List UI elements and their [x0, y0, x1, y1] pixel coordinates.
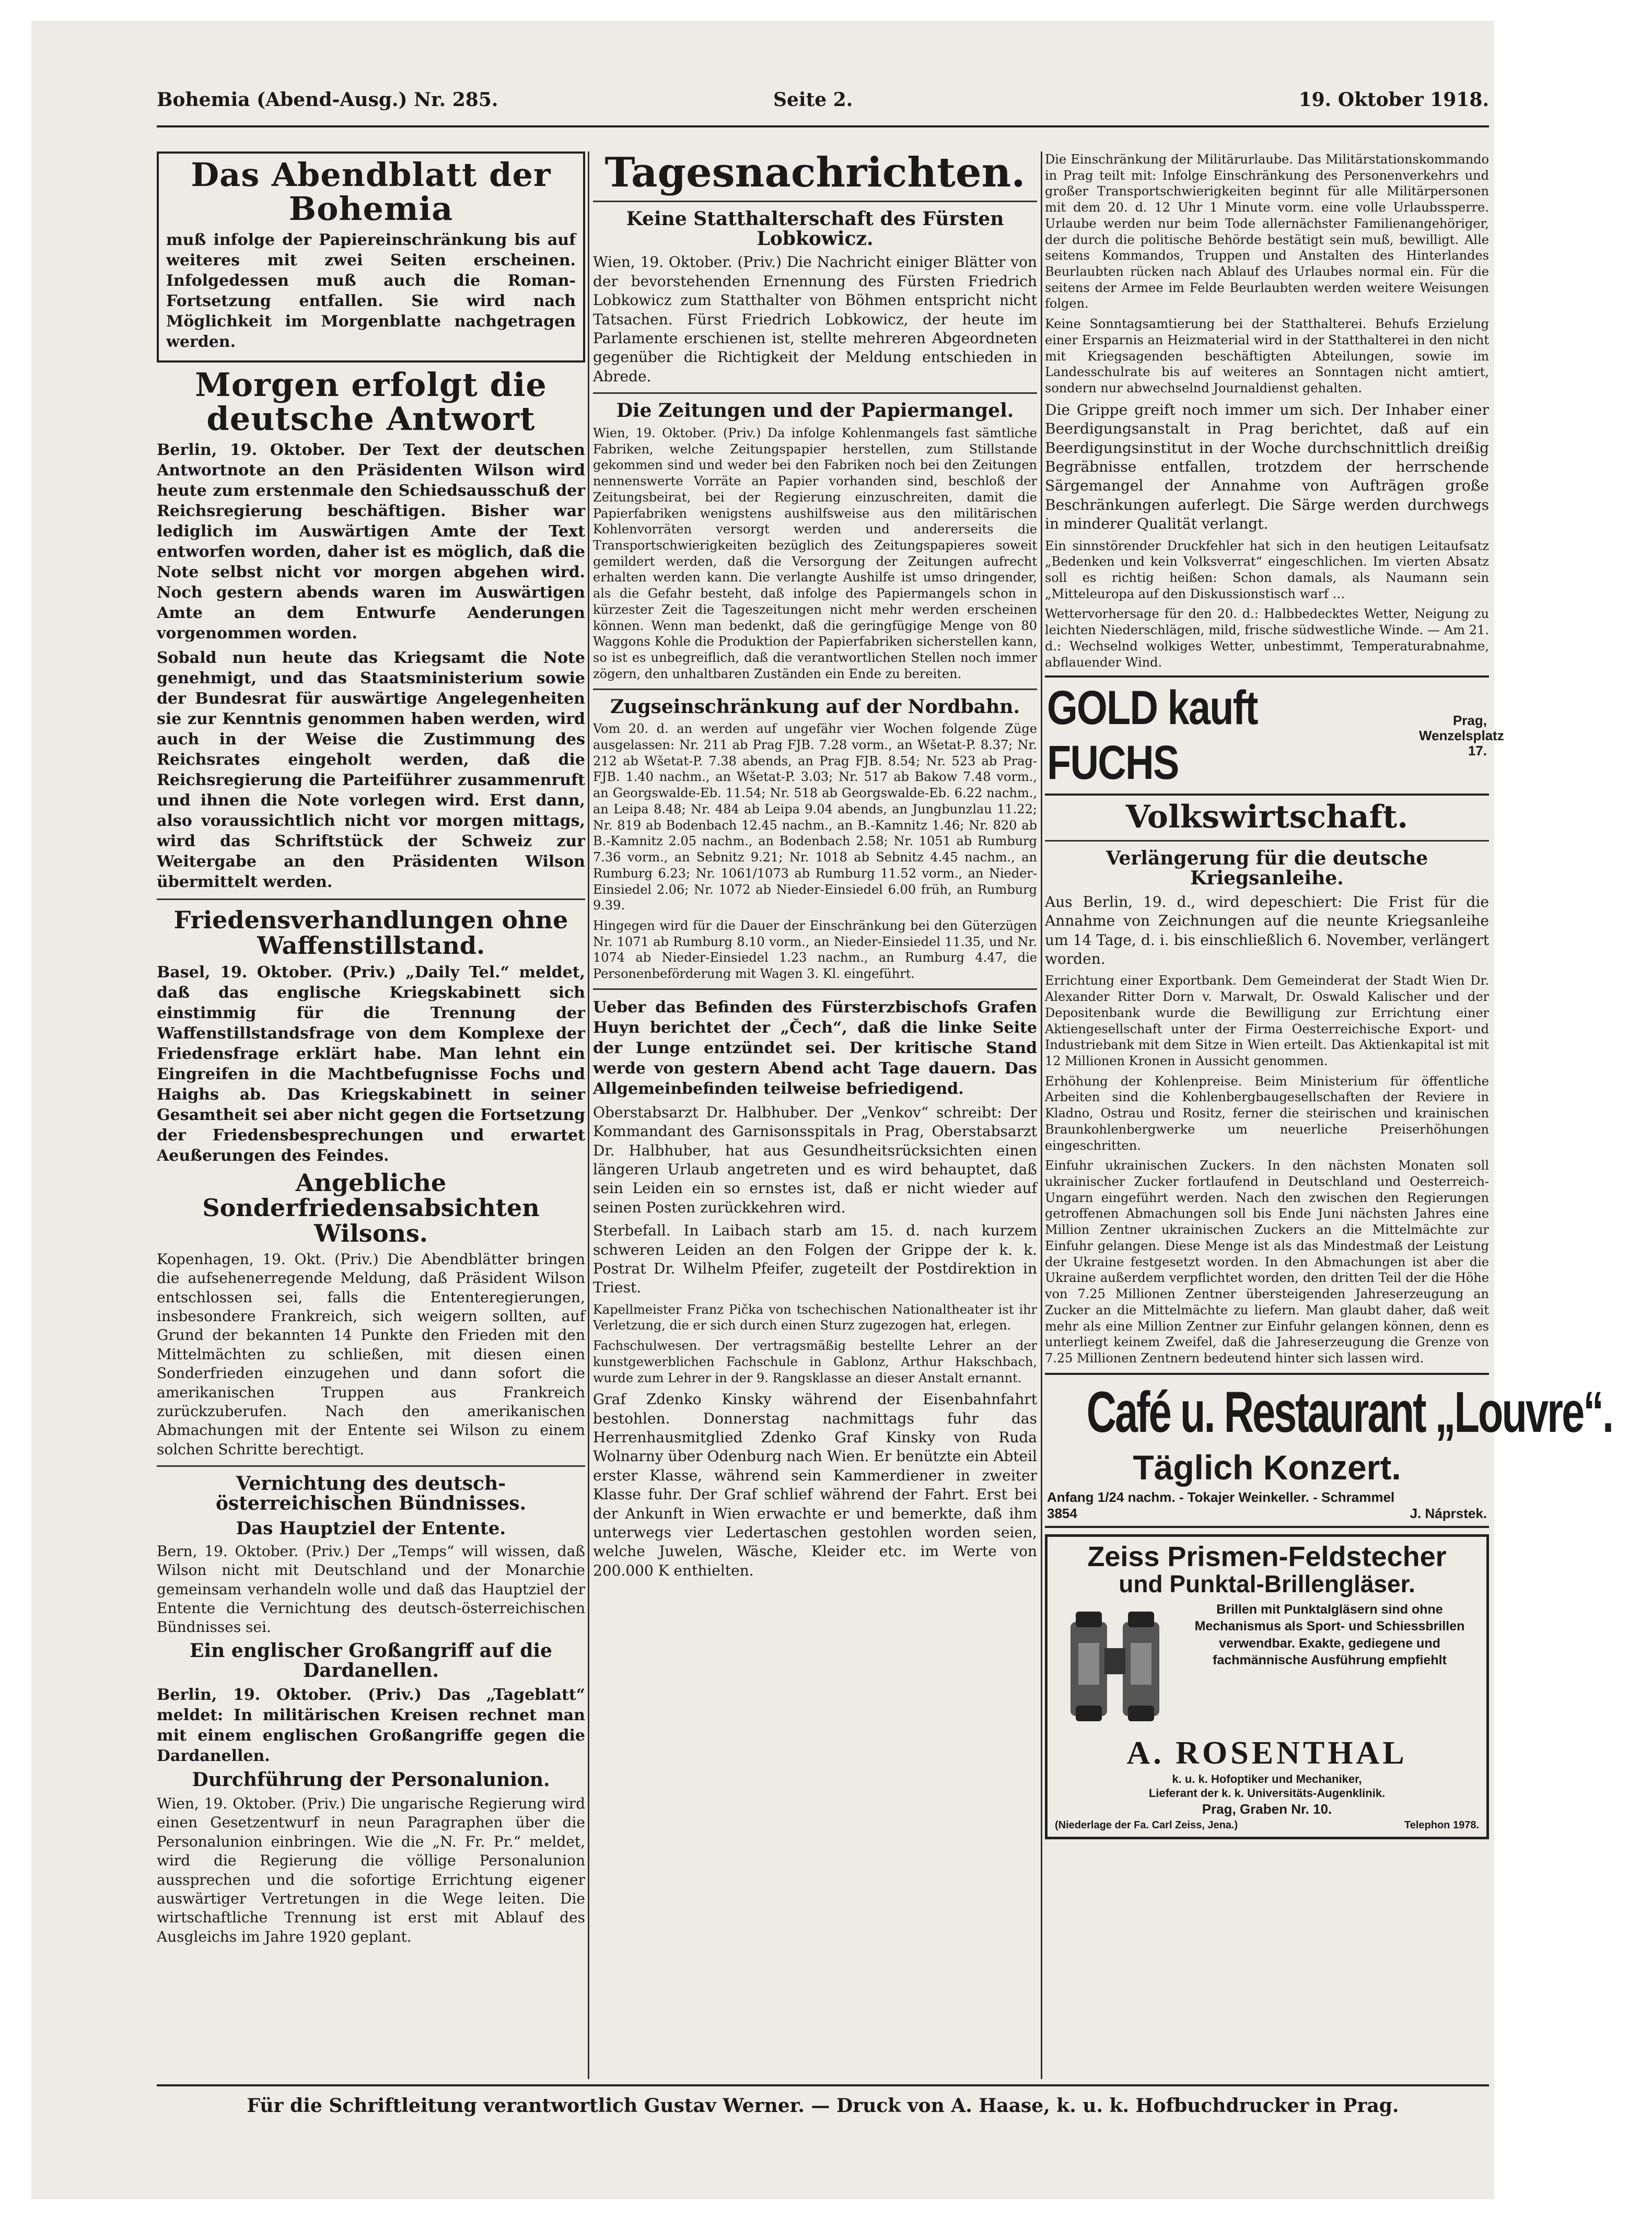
- article-paragraph: Hingegen wird für die Dauer der Einschränkung bei den Güterzügen Nr. 1071 ab Rumburg 8.10 vorm., an Nieder-Einsiedel 11.35, und Nr. 1074 ab Nieder-Einsiedel 1.23 nachm., an Rumburg 4.47, die Personenbeförderung mit Wagen 3. Kl. eingeführt.: [593, 918, 1037, 982]
- column-divider-2: [1041, 151, 1042, 2079]
- divider: [593, 988, 1037, 990]
- zeiss-advertisement: [1045, 1534, 1489, 1839]
- cafe-concert: Täglich Konzert.: [1133, 1448, 1401, 1487]
- zeiss-footer: [1055, 1819, 1479, 1831]
- article-paragraph: Berlin, 19. Oktober. Der Text der deutschen Antwortnote an den Präsidenten Wilson wird heute zum erstenmale den Schiedsausschuß der Reichsregierung beschäftigen. Bisher war lediglich im Auswärtigen Amte der Text entworfen worden, daher ist es möglich, daß die Note selbst nicht vor morgen abgehen wird. Noch gestern abends waren im Auswärtigen Amte an dem Entwurfe Aenderungen vorgenommen worden.: [157, 441, 585, 643]
- notice-text: muß infolge der Papiereinschränkung bis auf weiteres mit zwei Seiten erscheinen. Infolgedessen muß auch die Roman-Fortsetzung entfallen. Sie wird nach Möglichkeit im Morgenblatte nachgetragen werden.: [166, 231, 576, 352]
- cafe-details: [1047, 1489, 1487, 1506]
- cafe-advertisement: [1045, 1373, 1613, 1528]
- article-paragraph: Ueber das Befinden des Fürsterzbischofs Grafen Huyn berichtet der „Čech“, daß die linke Seite der Lunge entzündet sei. Der kritische Stand werde von gestern Abend acht Tage dauern. Das Allgemeinbefinden teilweise befriedigend.: [593, 998, 1037, 1098]
- notice-box: [157, 151, 585, 363]
- header-page-number: Seite 2.: [773, 89, 853, 111]
- article-paragraph: Fachschulwesen. Der vertragsmäßig bestellte Lehrer an der kunstgewerblichen Fachschule in Gablonz, Arthur Hakschbach, wurde zum Lehrer in der 9. Rangsklasse an dieser Anstalt ernannt.: [593, 1338, 1037, 1385]
- article-paragraph: Oberstabsarzt Dr. Halbhuber. Der „Venkov“ schreibt: Der Kommandant des Garnisonsspitals in Prag, Oberstabsarzt Dr. Halbhuber, hat aus Gesundheitsrücksichten einen längeren Urlaub angetreten und es wird behauptet, daß sein Leiden ein so ernstes ist, daß er nicht wieder auf seinen Posten zurückkehren wird.: [593, 1103, 1037, 1216]
- gold-ad-address: Prag, Wenzelsplatz 17.: [1419, 713, 1504, 759]
- article-subtitle: Das Hauptziel der Entente.: [236, 1518, 506, 1539]
- divider: [593, 201, 1037, 202]
- article-paragraph: Ein sinnstörender Druckfehler hat sich in den heutigen Leitaufsatz „Bedenken und kein Volksverrat“ eingeschlichen. Im vierten Absatz soll es richtig heißen: Schon damals, als Naumann sein „Mitteleuropa auf den Diskussionstisch warf …: [1045, 538, 1489, 601]
- column-divider-1: [588, 151, 589, 2079]
- zeiss-description: Brillen mit Punktalgläsern sind ohne Mechanismus als Sport- und Schiessbrillen verwendbar. Exakte, gediegene und fachmännische Ausführung empfiehlt: [1194, 1602, 1465, 1668]
- article-title: Durchführung der Personalunion.: [192, 1769, 550, 1791]
- zeiss-telephone: Telephon 1978.: [1404, 1819, 1479, 1831]
- section-title: Volkswirtschaft.: [1125, 799, 1409, 836]
- header-rule: [157, 125, 1489, 127]
- gold-advertisement: [1045, 675, 1504, 796]
- article-title: Die Zeitungen und der Papiermangel.: [616, 400, 1014, 422]
- article-paragraph: Berlin, 19. Oktober. (Priv.) Das „Tageblatt“ meldet: In militärischen Kreisen rechnet man mit einem englischen Großangriffe gegen die Dardanellen.: [157, 1686, 585, 1766]
- divider: [593, 392, 1037, 394]
- article-title: Morgen erfolgt die deutsche Antwort: [195, 366, 547, 438]
- article-paragraph: Aus Berlin, 19. d., wird depeschiert: Die Frist für die Annahme von Zeichnungen auf die neunte Kriegsanleihe um 14 Tage, d. i. bis einschließlich 6. November, verlängert worden.: [1045, 893, 1489, 968]
- article-paragraph: Graf Zdenko Kinsky während der Eisenbahnfahrt bestohlen. Donnerstag nachmittags fuhr das Herrenhausmitglied Zdenko Graf Kinsky von Ruda Wolnarny über Odenburg nach Wien. Er benützte ein Abteil erster Klasse, während sein Kammerdiener in zweiter Klasse fuhr. Der Graf schlief während der Fahrt. Erst bei der Ankunft in Wien erwachte er und bemerkte, daß ihm unterwegs vier Ledertaschen gestohlen worden seien, welche Juwelen, Wäsche, Kleider etc. im Werte von 200.000 K enthielten.: [593, 1391, 1037, 1579]
- article-title: Angebliche Sonderfriedensabsichten Wilsons.: [202, 1168, 540, 1247]
- cafe-number: 3854: [1047, 1505, 1077, 1521]
- divider: [157, 899, 585, 900]
- article-paragraph: Keine Sonntagsamtierung bei der Statthalterei. Behufs Erzielung einer Ersparnis an Heizmaterial wird in der Statthalterei in den nicht mit Kriegsagenden beschäftigten Abteilungen, sowie im Landesschulrate bis auf weiteres an Sonntagen nicht amtiert, sondern nur abwechselnd Journaldienst gehalten.: [1045, 317, 1489, 396]
- article-paragraph: Bern, 19. Oktober. (Priv.) Der „Temps“ will wissen, daß Wilson nicht mit Deutschland und der Monarchie gemeinsam verhandeln wolle und daß das Hauptziel der Entente die Vernichtung des deutsch-österreichischen Bündnisses sei.: [157, 1542, 585, 1636]
- section-title: Tagesnachrichten.: [604, 149, 1026, 196]
- header-left: Bohemia (Abend-Ausg.) Nr. 285.: [157, 89, 498, 111]
- article-paragraph: Vom 20. d. an werden auf ungefähr vier Wochen folgende Züge ausgelassen: Nr. 211 ab Prag FJB. 7.28 vorm., an Wšetat-P. 8.37; Nr. 212 ab Wšetat-P. 7.38 abends, an Prag FJB. 8.54; Nr. 523 ab Prag-FJB. 1.40 nachm., an Wšetat-P. 3.03; Nr. 517 ab Bakow 7.48 vorm., an Georgswalde-Eb. 11.54; Nr. 518 ab Georgswalde-Eb. 6.22 nachm., an Leipa 8.48; Nr. 484 ab Leipa 9.04 abends, an Jungbunzlau 11.22; Nr. 819 ab Bodenbach 12.45 nachm., an B.-Kamnitz 1.46; Nr. 820 ab B.-Kamnitz 2.05 nachm., an Bodenbach 2.58; Nr. 1051 ab Rumburg 7.36 vorm., an Sebnitz 9.21; Nr. 1018 ab Sebnitz 4.45 nachm., an Rumburg 6.23; Nr. 1061/1073 ab Rumburg 11.52 vorm., an Nieder-Einsiedel 2.06; Nr. 1072 ab Nieder-Einsiedel 6.00 früh, an Rumburg 9.39.: [593, 721, 1037, 913]
- article-paragraph: Wettervorhersage für den 20. d.: Halbbedecktes Wetter, Neigung zu leichten Niederschlägen, mild, frische südwestliche Winde. — Am 21. d.: Wechselnd wolkiges Wetter, unbestimmt, Temperaturabnahme, abflauender Wind.: [1045, 606, 1489, 670]
- zeiss-firm-name: A. ROSENTHAL: [1126, 1735, 1407, 1771]
- article-paragraph: Wien, 19. Oktober. (Priv.) Die ungarische Regierung wird einen Gesetzentwurf in neun Paragraphen über die Personalunion einbringen. Wie die „N. Fr. Pr.“ meldet, wird die Regierung die völlige Personalunion aussprechen und die sofortige Errichtung eigener auswärtiger Vertretungen in die Wege leiten. Die wirtschaftliche Trennung ist erst mit Ablauf des Ausgleichs im Jahre 1920 geplant.: [157, 1795, 585, 1945]
- article-paragraph: Kopenhagen, 19. Okt. (Priv.) Die Abendblätter bringen die aufsehenerregende Meldung, daß Präsident Wilson entschlossen sei, falls die Ententeregierungen, insbesondere Frankreich, sich weigern sollten, auf Grund der bekannten 14 Punkte den Frieden mit den Mittelmächten zu schließen, mit diesen einen Sonderfrieden einzugehen und dann sofort die amerikanischen Truppen aus Frankreich zurückzuberufen. Nach den amerikanischen Abmachungen mit der Entente sei Wilson zu einem solchen Schritte berechtigt.: [157, 1250, 585, 1458]
- zeiss-body: [1055, 1601, 1479, 1732]
- article-title: Ein englischer Großangriff auf die Dardanellen.: [190, 1639, 552, 1682]
- footer-rule: [157, 2084, 1489, 2086]
- binoculars-icon: [1055, 1601, 1175, 1732]
- zeiss-headline: Zeiss Prismen-Feldstecher: [1087, 1541, 1447, 1572]
- article-title: Zugseinschränkung auf der Nordbahn.: [610, 695, 1020, 718]
- article-paragraph: Errichtung einer Exportbank. Dem Gemeinderat der Stadt Wien Dr. Alexander Ritter Dorn v. Marwalt, Dr. Oswald Kalischer und der Depositenbank wurde die Bewilligung zur Errichtung einer Aktiengesellschaft unter der Firma Oesterreichische Export- und Industriebank mit dem Sitze in Wien erteilt. Das Aktienkapital ist mit 12 Millionen Kronen in Aussicht genommen.: [1045, 973, 1489, 1069]
- divider: [157, 1465, 585, 1467]
- zeiss-info-1: k. u. k. Hofoptiker und Mechaniker,: [1172, 1772, 1362, 1786]
- header-date: 19. Oktober 1918.: [1298, 89, 1489, 111]
- page-header: [157, 89, 1489, 120]
- article-title: Verlängerung für die deutsche Kriegsanleihe.: [1106, 847, 1428, 890]
- column-1: [157, 151, 585, 2058]
- page-footer: Für die Schriftleitung verantwortlich Gustav Werner. — Druck von A. Haase, k. u. k. Hofbuchdrucker in Prag.: [247, 2095, 1399, 2117]
- article-paragraph: Einfuhr ukrainischen Zuckers. In den nächsten Monaten soll ukrainischer Zucker fortlaufend in Deutschland und Oesterreich-Ungarn eingeführt werden. Nach den zwischen den Regierungen getroffenen Abmachungen soll bis Ende Juni nächsten Jahres eine Million Zentner ukrainischen Zuckers an die Mittelmächte zur Einfuhr gelangen. Diese Menge ist als das Mindestmaß der Leistung der Ukraine festgesetzt worden. In den Abmachungen ist aber die Ukraine außerdem verpflichtet worden, den dritten Teil der die Höhe von 7.25 Millionen Zentner übersteigenden Jahreserzeugung an Zucker an die Mittelmächte zu liefern. Man glaubt daher, daß weit mehr als eine Million Zentner zur Einfuhr gelangen können, denn es unterliegt keinem Zweifel, daß die Jahreserzeugung die Grenze von 7.25 Millionen Zentnern bedeutend hinter sich lassen wird.: [1045, 1158, 1489, 1366]
- article-paragraph: Wien, 19. Oktober. (Priv.) Die Nachricht einiger Blätter von der bevorstehenden Ernennung des Fürsten Friedrich Lobkowicz zum Statthalter von Böhmen entspricht nicht Tatsachen. Fürst Friedrich Lobkowicz, der heute im Parlamente erschienen ist, stellte mehreren Abgeordneten gegenüber die Richtigkeit der Meldung entschieden in Abrede.: [593, 253, 1037, 385]
- column-3: [1045, 151, 1613, 2058]
- notice-title: Das Abendblatt der Bohemia: [191, 156, 551, 228]
- article-paragraph: Basel, 19. Oktober. (Priv.) „Daily Tel.“ meldet, daß das englische Kriegskabinett sich einstimmig für die Trennung der Waffenstillstandsfrage von dem Komplexe der Friedensfrage erklärt habe. Man lehnt ein Eingreifen in die Machtbefugnisse Fochs und Haighs ab. Das Kriegskabinett in seiner Gesamtheit sei aber nicht gegen die Fortsetzung der Friedensbesprechungen und erwartet Aeußerungen des Feindes.: [157, 963, 585, 1165]
- cafe-name: Café u. Restaurant „Louvre“.: [1086, 1380, 1613, 1444]
- article-title: Keine Statthalterschaft des Fürsten Lobkowicz.: [626, 207, 1004, 250]
- column-2: [593, 151, 1037, 2058]
- cafe-owner: J. Náprstek.: [1410, 1505, 1487, 1521]
- article-title: Vernichtung des deutsch-österreichischen Bündnisses.: [215, 1473, 527, 1514]
- article-paragraph: Sobald nun heute das Kriegsamt die Note genehmigt, und das Staatsministerium sowie der Bundesrat für auswärtige Angelegenheiten sie zur Kenntnis genommen haben werden, wird auch in der Weise die Zustimmung des Reichsrates eingeholt werden, daß die Reichsregierung die Parteiführer zusammenruft und ihnen die Note vorlegen wird. Erst dann, also voraussichtlich nicht vor morgen mittags, wird das Schriftstück der Schweiz zur Weitergabe an den Präsidenten Wilson übermittelt werden.: [157, 649, 585, 892]
- cafe-hours: Anfang 1/24 nachm. - Tokajer Weinkeller. - Schrammel: [1047, 1489, 1395, 1505]
- zeiss-subheadline: und Punktal-Brillengläser.: [1119, 1570, 1415, 1598]
- divider: [1045, 840, 1489, 842]
- article-paragraph: Die Grippe greift noch immer um sich. Der Inhaber einer Beerdigungsanstalt in Prag berichtet, daß auf ein Beerdigungsinstitut in der Woche durchschnittlich dreißig Begräbnisse entfallen, trotzdem der herrschende Särgemangel der Annahme von Aufträgen große Beschränkungen auferlegt. Die Särge werden durchwegs in minderer Qualität verlangt.: [1045, 401, 1489, 533]
- article-paragraph: Sterbefall. In Laibach starb am 15. d. nach kurzem schweren Leiden an den Folgen der Grippe der k. k. Postrat Dr. Wilhelm Pfeifer, zugeteilt der Postdirektion in Triest.: [593, 1222, 1037, 1297]
- article-paragraph: Kapellmeister Franz Pička von tschechischen Nationaltheater ist ihr Verletzung, die er sich durch einen Sturz zugezogen hat, erlegen.: [593, 1302, 1037, 1333]
- zeiss-address: Prag, Graben Nr. 10.: [1202, 1801, 1332, 1817]
- article-paragraph: Wien, 19. Oktober. (Priv.) Da infolge Kohlenmangels fast sämtliche Fabriken, welche Zeitungspapier herstellen, zum Stillstande gekommen sind und weder bei den Fabriken noch bei den Zeitungen nennenswerte Vorräte an Papier vorhanden sind, beschloß der Zeitungsbeirat, bei der Regierung einzuschreiten, damit die Papierfabriken wenigstens aushilfsweise aus den militärischen Kohlenvorräten versorgt werden und andererseits die Transportschwierigkeiten bezüglich des Zeitungspapieres soweit gemildert werden, daß die Versorgung der Zeitungen aufrecht erhalten werden kann. Die verlangte Aushilfe ist umso dringender, als die Gefahr besteht, daß infolge des Papiermangels schon in kürzester Zeit die Tageszeitungen nicht mehr werden erscheinen können. Wenn man bedenkt, daß die geringfügige Menge von 80 Waggons Kohle die Produktion der Papierfabriken sicherstellen kann, so ist es unbegreiflich, daß die verantwortlichen Stellen noch immer zögern, den unhaltbaren Zuständen ein Ende zu bereiten.: [593, 426, 1037, 681]
- zeiss-info-2: Lieferant der k. k. Universitäts-Augenklinik.: [1148, 1787, 1386, 1800]
- divider: [593, 689, 1037, 690]
- cafe-owner-row: [1047, 1506, 1487, 1522]
- article-paragraph: Erhöhung der Kohlenpreise. Beim Ministerium für öffentliche Arbeiten sind die Kohlenbergbaugesellschaften der Reviere in Kladno, Ostrau und Rositz, ferner die steirischen und krainischen Braunkohlenbergwerke um neuerliche Preiserhöhungen eingeschritten.: [1045, 1074, 1489, 1153]
- article-title: Friedensverhandlungen ohne Waffenstillstand.: [173, 906, 568, 960]
- zeiss-footer-left: (Niederlage der Fa. Carl Zeiss, Jena.): [1055, 1819, 1238, 1831]
- gold-ad-headline: GOLD kauft FUCHS: [1047, 681, 1258, 790]
- article-paragraph: Die Einschränkung der Militärurlaube. Das Militärstationskommando in Prag teilt mit: Infolge Einschränkung des Personenverkehrs und großer Transportschwierigkeiten beginnt für alle Militärpersonen mit dem 20. d. 12 Uhr 1 Minute vorm. eine volle Urlaubssperre. Urlaube werden nur beim Tode allernächster Familienangehöriger, der durch die politische Behörde bestätigt sein muß, bewilligt. Alle seitens Kommandos, Truppen und Anstalten des Hinterlandes Beurlaubten rücken nach Ablauf des Urlaubes normal ein. Für die seitens der Armee im Felde Beurlaubten werden weitere Weisungen folgen.: [1045, 152, 1489, 311]
